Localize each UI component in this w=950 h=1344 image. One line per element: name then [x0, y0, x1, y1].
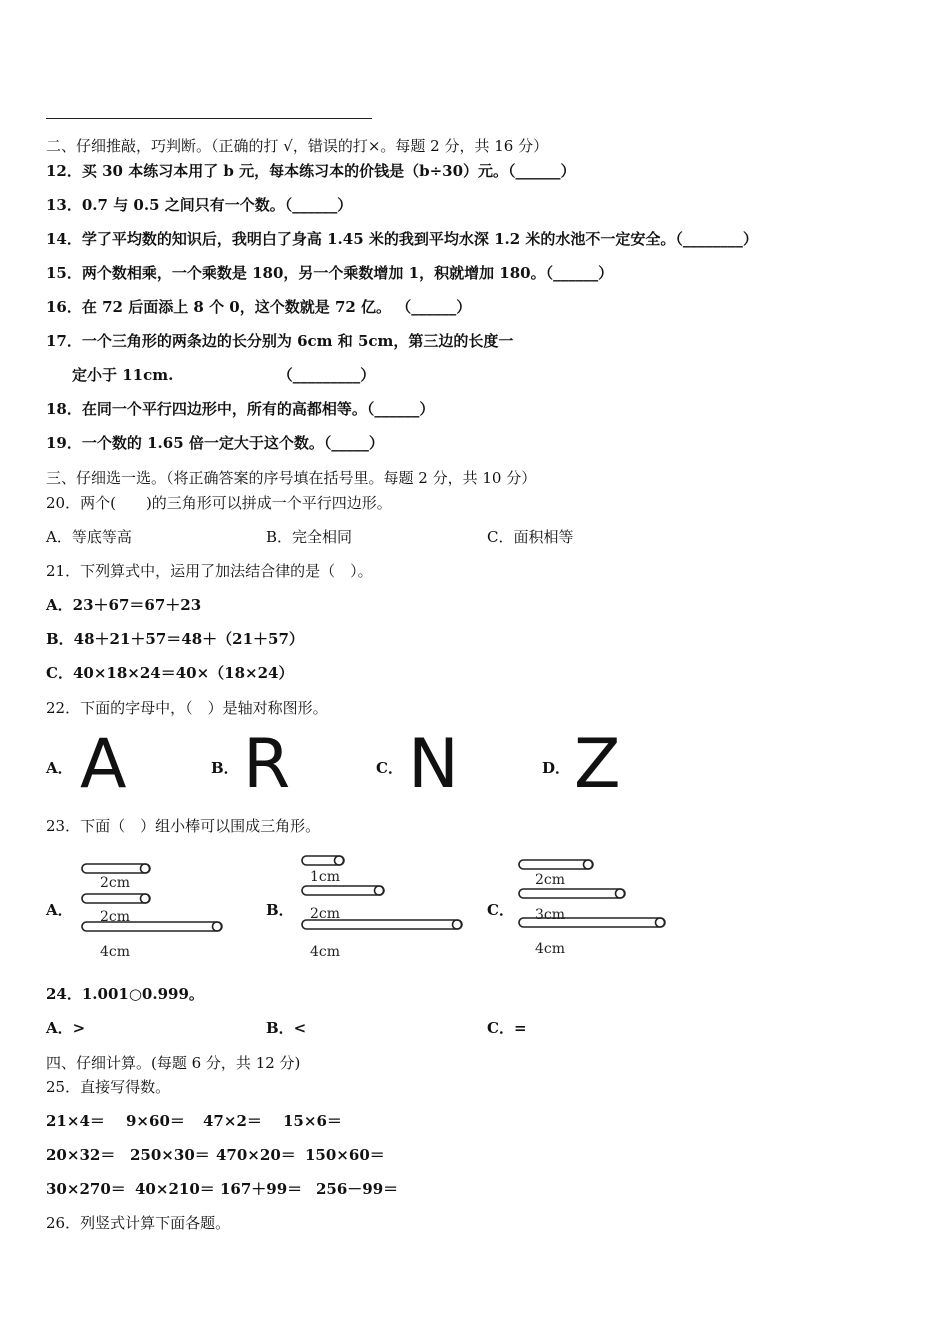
question-21: 21．下列算式中，运用了加法结合律的是（ ）。 [46, 562, 373, 580]
sticks-group-b [298, 850, 468, 965]
calc-r3-c3: 167＋99＝ [220, 1180, 303, 1198]
calc-r3-c4: 256－99＝ [316, 1180, 399, 1198]
q22-option-b-label: B． [211, 759, 239, 777]
stick-b2-label: 2cm [310, 906, 341, 922]
stick-b3-label: 4cm [310, 944, 341, 960]
calc-r1-c1: 21×4＝ [46, 1112, 105, 1130]
stick-c1-label: 2cm [535, 872, 566, 888]
q24-option-b: B．< [266, 1019, 307, 1037]
calc-r1-c3: 47×2＝ [203, 1112, 262, 1130]
calc-r1-c2: 9×60＝ [126, 1112, 185, 1130]
q20-option-a: A．等底等高 [46, 528, 132, 546]
calc-r2-c3: 470×20＝ [216, 1146, 296, 1164]
letter-z-figure: Z [574, 725, 621, 804]
question-25: 25．直接写得数。 [46, 1078, 171, 1096]
stick-c2-label: 3cm [535, 907, 566, 923]
q22-option-a-label: A． [46, 759, 73, 777]
calc-r3-c2: 40×210＝ [135, 1180, 215, 1198]
q22-option-c-label: C． [376, 759, 403, 777]
question-19: 19．一个数的 1.65 倍一定大于这个数。（_____） [46, 434, 384, 452]
question-17: 17．一个三角形的两条边的长分别为 6cm 和 5cm，第三边的长度一 [46, 332, 514, 350]
q24-option-a: A．> [46, 1019, 86, 1037]
stick-a2-label: 2cm [100, 909, 131, 925]
question-26: 26．列竖式计算下面各题。 [46, 1214, 231, 1232]
q20-option-c: C．面积相等 [487, 528, 574, 546]
calc-r2-c4: 150×60＝ [305, 1146, 385, 1164]
letter-r-figure: R [243, 725, 291, 804]
top-divider-line [46, 118, 372, 119]
sticks-group-c [515, 852, 675, 964]
question-24: 24．1.001○0.999。 [46, 985, 204, 1003]
q21-option-c: C．40×18×24＝40×（18×24） [46, 664, 294, 682]
q21-option-a: A．23＋67＝67＋23 [46, 596, 202, 614]
question-13: 13．0.7 与 0.5 之间只有一个数。（______） [46, 196, 353, 214]
section-3-header: 三、仔细选一选。（将正确答案的序号填在括号里。每题 2 分，共 10 分） [46, 469, 537, 487]
stick-a3-label: 4cm [100, 944, 131, 960]
question-22: 22．下面的字母中，（ ）是轴对称图形。 [46, 699, 328, 717]
question-18: 18．在同一个平行四边形中，所有的高都相等。（______） [46, 400, 435, 418]
stick-a1-label: 2cm [100, 875, 131, 891]
calc-r3-c1: 30×270＝ [46, 1180, 126, 1198]
q22-option-d-label: D． [542, 759, 571, 777]
letter-a-figure: A [80, 725, 127, 804]
q21-option-b: B．48＋21＋57＝48＋（21＋57） [46, 630, 304, 648]
question-15: 15．两个数相乘，一个乘数是 180，另一个乘数增加 1，积就增加 180。（______） [46, 264, 614, 282]
calc-r2-c2: 250×30＝ [130, 1146, 210, 1164]
stick-c3-label: 4cm [535, 941, 566, 957]
calc-r1-c4: 15×6＝ [283, 1112, 342, 1130]
question-16: 16．在 72 后面添上 8 个 0，这个数就是 72 亿。 （______） [46, 298, 472, 316]
question-20: 20．两个( )的三角形可以拼成一个平行四边形。 [46, 494, 392, 512]
question-14: 14．学了平均数的知识后，我明白了身高 1.45 米的我到平均水深 1.2 米的水池不一定安全。（________） [46, 230, 758, 248]
question-17-continued: 定小于 11cm. （_________） [72, 366, 376, 384]
q23-option-b-label: B． [266, 901, 294, 919]
question-12: 12．买 30 本练习本用了 b 元，每本练习本的价钱是（b÷30）元。（______） [46, 162, 576, 180]
q23-option-c-label: C． [487, 901, 514, 919]
q23-option-a-label: A． [46, 901, 73, 919]
stick-b1-label: 1cm [310, 869, 341, 885]
q20-option-b: B．完全相同 [266, 528, 353, 546]
section-2-header: 二、仔细推敲，巧判断。（正确的打 √，错误的打×。每题 2 分，共 16 分） [46, 137, 549, 155]
question-23: 23．下面（ ）组小棒可以围成三角形。 [46, 817, 321, 835]
calc-r2-c1: 20×32＝ [46, 1146, 116, 1164]
section-4-header: 四、仔细计算。(每题 6 分，共 12 分) [46, 1054, 301, 1072]
letter-n-figure: N [408, 725, 459, 804]
q24-option-c: C．= [487, 1019, 527, 1037]
sticks-group-a [78, 856, 228, 964]
